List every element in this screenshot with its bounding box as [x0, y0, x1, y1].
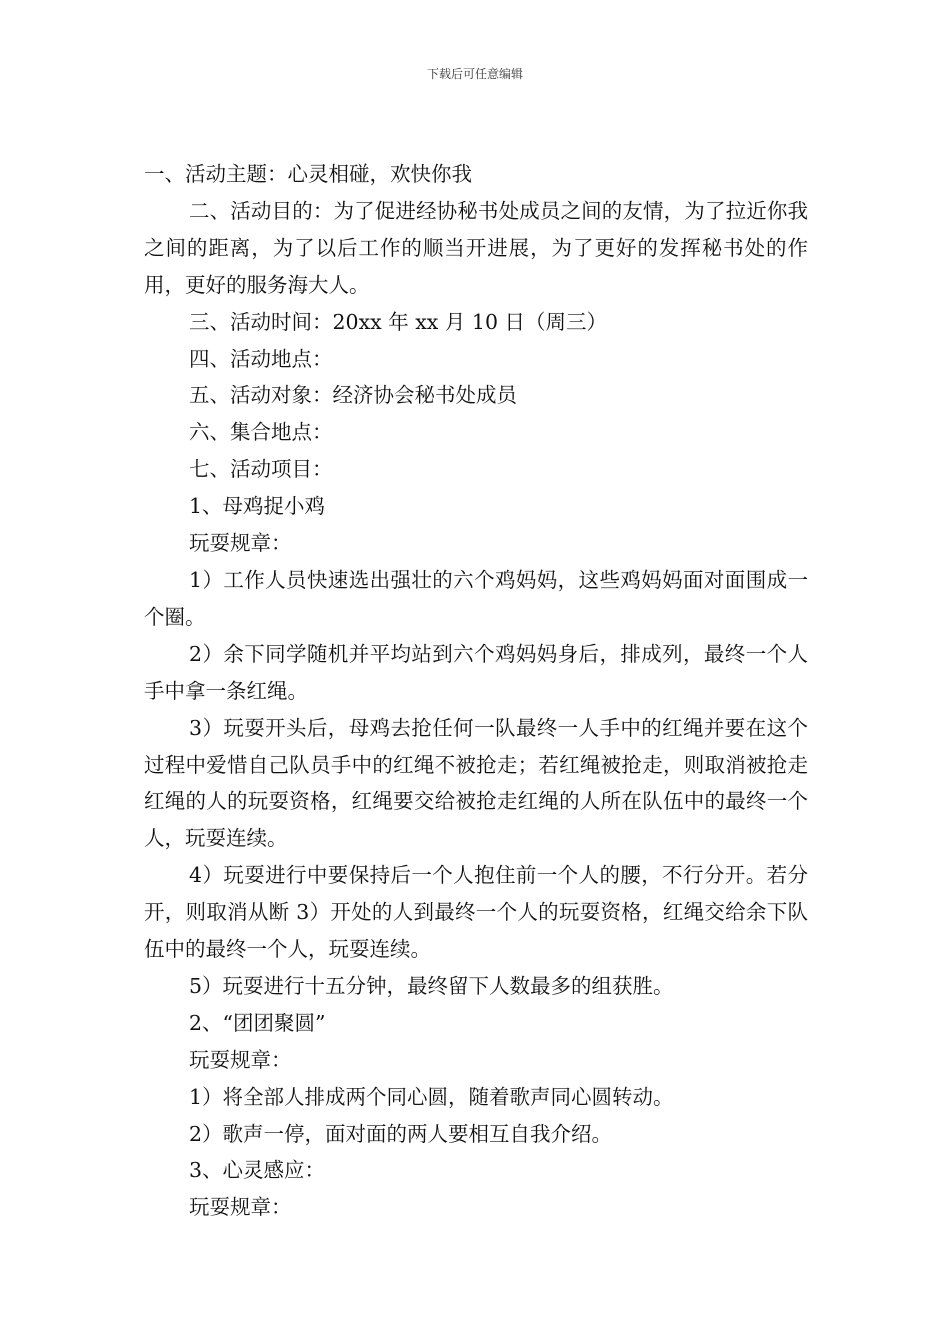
paragraph-activities: 七、活动项目：	[189, 457, 333, 482]
paragraph-audience: 五、活动对象：经济协会秘书处成员	[189, 383, 517, 408]
paragraph-meeting-point: 六、集合地点：	[189, 420, 333, 445]
paragraph-location: 四、活动地点：	[189, 346, 333, 371]
paragraph-game-2-rule-1: 1）将全部人排成两个同心圆，随着歌声同心圆转动。	[189, 1084, 674, 1109]
paragraph-game-1-rule-2: 2）余下同学随机并平均站到六个鸡妈妈身后，排成列，最终一个人手中拿一条红绳。	[144, 641, 808, 703]
document-body	[144, 156, 808, 1226]
paragraph-game-1-rule-5: 5）玩耍进行十五分钟，最终留下人数最多的组获胜。	[189, 973, 674, 998]
paragraph-game-3-rules-heading: 玩耍规章：	[189, 1195, 292, 1220]
paragraph-game-2-rules-heading: 玩耍规章：	[189, 1047, 292, 1072]
paragraph-purpose: 二、活动目的：为了促进经协秘书处成员之间的友情，为了拉近你我之间的距离，为了以后工作的顺当开进展，为了更好的发挥秘书处的作用，更好的服务海大人。	[144, 198, 808, 297]
paragraph-game-1-rule-4: 4）玩耍进行中要保持后一个人抱住前一个人的腰，不行分开。若分开，则取消从断 3）开处的人到最终一个人的玩耍资格，红绳交给余下队伍中的最终一个人，玩耍连续。	[144, 863, 808, 962]
paragraph-game-1-rule-1: 1）工作人员快速选出强壮的六个鸡妈妈，这些鸡妈妈面对面围成一个圈。	[144, 567, 808, 629]
paragraph-game-2-rule-2: 2）歌声一停，面对面的两人要相互自我介绍。	[189, 1121, 613, 1146]
paragraph-game-1-title: 1、母鸡捉小鸡	[189, 494, 326, 519]
paragraph-game-2-title: 2、“团团聚圆”	[189, 1010, 326, 1035]
paragraph-time: 三、活动时间：20xx 年 xx 月 10 日（周三）	[189, 309, 607, 334]
paragraph-game-1-rules-heading: 玩耍规章：	[189, 531, 292, 556]
paragraph-theme: 一、活动主题：心灵相碰，欢快你我	[144, 162, 472, 186]
page-header-note: 下载后可任意编辑	[426, 67, 523, 81]
paragraph-game-3-title: 3、心灵感应：	[189, 1158, 326, 1183]
paragraph-game-1-rule-3: 3）玩耍开头后，母鸡去抢任何一队最终一人手中的红绳并要在这个过程中爱惜自己队员手中的红绳不被抢走；若红绳被抢走，则取消被抢走红绳的人的玩耍资格，红绳要交给被抢走红绳的人所在队伍中的最终一个人，玩耍连续。	[144, 715, 808, 851]
